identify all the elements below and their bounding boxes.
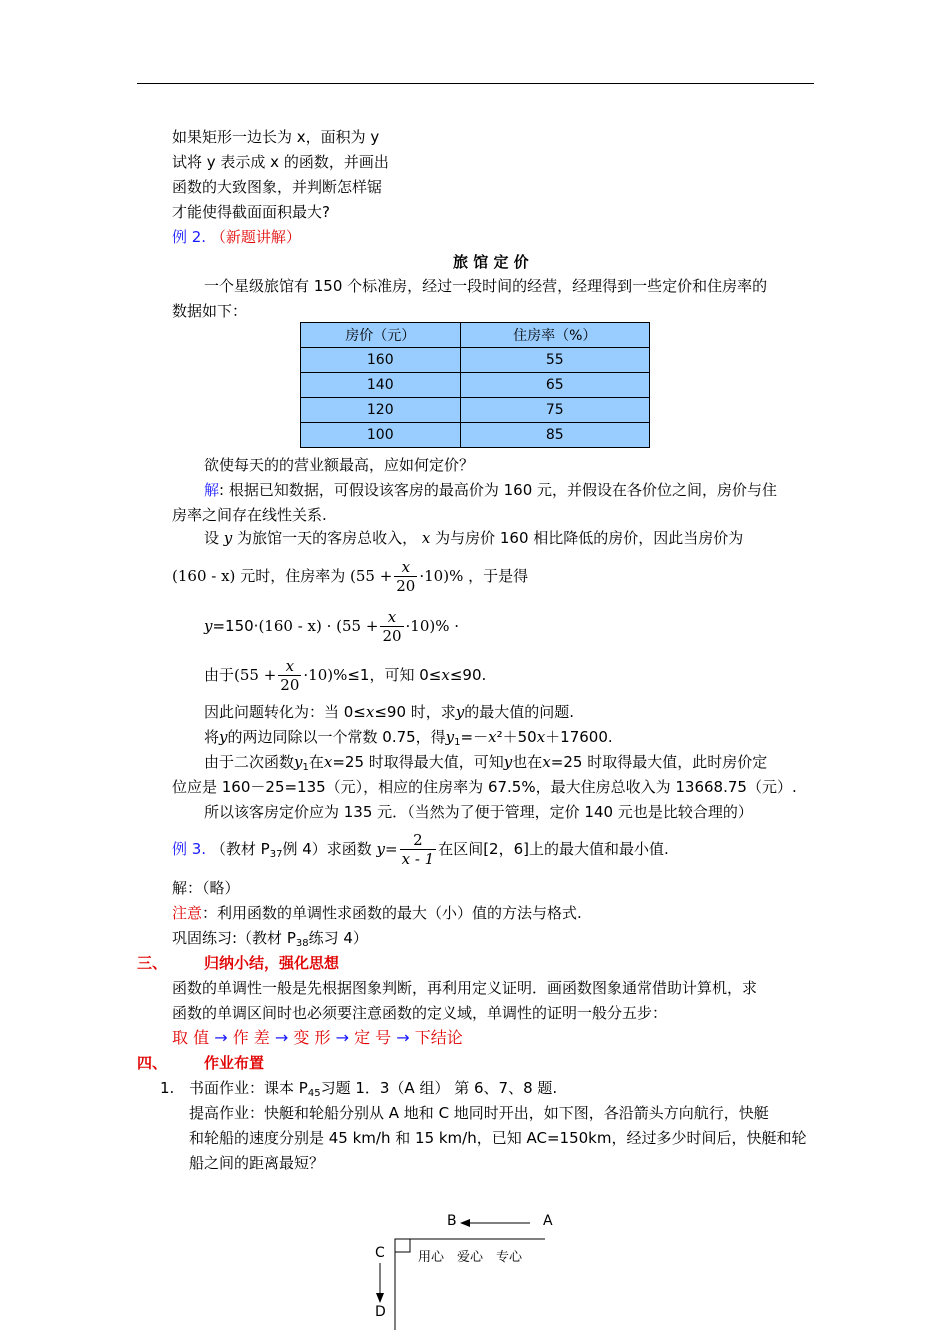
price-expr: (160 - x) <box>172 567 236 585</box>
range-text-2: ≤1，可知 0≤ <box>347 666 442 684</box>
label-a: A <box>543 1213 553 1229</box>
intro-line-4: 才能使得截面面积最大? <box>172 203 330 221</box>
solution-line-2: 房率之间存在线性关系. <box>172 506 327 524</box>
setup-text-2: 为旅馆一天的客房总收入， <box>237 529 418 547</box>
table-row <box>301 398 650 423</box>
example3-line <box>172 829 669 875</box>
example3-text-1: （教材 P <box>210 840 270 858</box>
step-4: 定 号 <box>354 1028 392 1047</box>
quadratic-line-1 <box>204 752 767 778</box>
eq-y: y <box>204 617 213 635</box>
practice-text-2: 练习 4） <box>308 929 368 947</box>
divide-line <box>204 727 613 753</box>
example3-sub: 37 <box>269 849 283 860</box>
advanced-line-2: 和轮船的速度分别是 45 km/h 和 15 km/h，已知 AC=150km，经过多少时间后，快艇和轮 <box>189 1129 807 1147</box>
range-close: ·10)% <box>303 666 348 684</box>
advanced-line-3: 船之间的距离最短？ <box>189 1154 325 1172</box>
note-text: ：利用函数的单调性求函数的最大（小）值的方法与格式. <box>202 904 582 922</box>
advanced-line-1: 提高作业：快艇和轮船分别从 A 地和 C 地同时开出，如下图，各沿箭头方向航行，快艇 <box>189 1104 769 1122</box>
table-cell: 100 <box>301 423 461 448</box>
section3-num: 三、 <box>137 954 168 972</box>
quadratic-line-2: 位应是 160－25=135（元），相应的住房率为 67.5%，最大住房总收入为 13668.75（元）. <box>172 778 797 796</box>
range-text-1: 由于 <box>204 666 235 684</box>
example2-title: 旅 馆 定 价 <box>453 253 529 271</box>
table-cell: 75 <box>460 398 649 423</box>
table-cell: 85 <box>460 423 649 448</box>
setup-line <box>204 528 743 548</box>
section3-title: 归纳小结，强化思想 <box>204 954 340 972</box>
table-row <box>301 373 650 398</box>
arrowhead-down-icon <box>376 1293 384 1303</box>
q-text-2: 在 <box>308 753 324 771</box>
range-text-3: ≤90. <box>449 666 487 684</box>
intro-line-2: 试将 y 表示成 x 的函数，并画出 <box>172 153 389 171</box>
eq-mid: =150· <box>212 617 259 635</box>
label-c: C <box>375 1245 385 1261</box>
arrow-icon: → <box>396 1028 410 1047</box>
rate-close: ·10)% <box>419 567 464 585</box>
table-cell: 160 <box>301 348 461 373</box>
step-1: 取 值 <box>172 1028 210 1047</box>
rate-formula-line <box>172 556 528 596</box>
section4-title: 作业布置 <box>204 1054 265 1072</box>
div-y: y <box>219 728 228 746</box>
table-cell: 120 <box>301 398 461 423</box>
example2-tag: （新题讲解） <box>210 228 301 246</box>
div-x: x <box>488 728 497 746</box>
table-row <box>301 423 650 448</box>
div-sub: 1 <box>454 737 461 748</box>
div-x2: x <box>536 728 546 746</box>
fraction-x-over-20: $\frac{x}{20}$ <box>280 657 300 694</box>
q-text-4: 也在 <box>512 753 543 771</box>
homework-number: 1. <box>160 1079 175 1097</box>
table-header-price: 房价（元） <box>301 323 461 348</box>
proof-steps <box>172 1028 463 1048</box>
fraction-x-over-20: $\frac{x}{20}$ <box>382 608 402 645</box>
example3-y: y <box>376 840 386 858</box>
intro-line-3: 函数的大致图象，并判断怎样锯 <box>172 178 383 196</box>
example3-text-2: 例 4）求函数 <box>282 840 372 858</box>
table-cell: 140 <box>301 373 461 398</box>
homework-line <box>189 1078 557 1104</box>
example2-conclusion: 所以该客房定价应为 135 元．（当然为了便于管理，定价 140 元也是比较合理的） <box>204 803 753 821</box>
example2-label: 例 2. <box>172 228 207 246</box>
price-occupancy-table <box>300 322 650 448</box>
example3-note <box>172 903 582 923</box>
q-x: x <box>323 753 333 771</box>
practice-sub: 38 <box>295 938 309 949</box>
table-header-rate: 住房率（%） <box>460 323 649 348</box>
solution-label: 解 <box>204 481 220 499</box>
conv-text-1: 因此问题转化为：当 0≤ <box>204 703 366 721</box>
q-x2: x <box>542 753 551 771</box>
table-header-row <box>301 323 650 348</box>
range-x: x <box>441 666 450 684</box>
rate-open: (55 + <box>349 567 393 585</box>
boat-diagram <box>360 1205 560 1335</box>
note-label: 注意 <box>172 904 203 922</box>
right-angle-marker <box>395 1239 410 1252</box>
conv-text-2: ≤90 时，求 <box>374 703 456 721</box>
section4-num: 四、 <box>137 1054 168 1072</box>
example3-text-3: 在区间[2，6]上的最大值和最小值. <box>438 840 669 858</box>
q-text-1: 由于二次函数 <box>204 753 295 771</box>
q-sub: 1 <box>302 762 309 773</box>
solution-line-1 <box>204 480 777 500</box>
range-line <box>204 655 486 695</box>
step-3: 变 形 <box>293 1028 331 1047</box>
label-d: D <box>375 1304 386 1320</box>
var-y: y <box>223 529 233 547</box>
homework-text-2: 习题 1．3（A 组） 第 6、7、8 题. <box>320 1079 558 1097</box>
div-y1: y <box>445 728 455 746</box>
homework-text-1: 书面作业：课本 P <box>189 1079 308 1097</box>
arrow-icon: → <box>274 1028 289 1047</box>
arrowhead-left-icon <box>460 1219 470 1227</box>
solution-text: : 根据已知数据，可假设该客房的最高价为 160 元，并假设在各价位之间，房价与住 <box>219 481 778 499</box>
range-open: (55 + <box>234 666 277 684</box>
conv-y: y <box>455 703 465 721</box>
div-text-5: ＋17600. <box>545 728 613 746</box>
conversion-line <box>204 702 574 722</box>
intro-line-1: 如果矩形一边长为 x，面积为 y <box>172 128 380 146</box>
table-cell: 65 <box>460 373 649 398</box>
rate-text: 元时，住房率为 <box>240 567 346 585</box>
q-y: y <box>503 753 513 771</box>
var-x: x <box>421 529 431 547</box>
arrow-icon: → <box>214 1028 228 1047</box>
fraction-x-over-20: $\frac{x}{20}$ <box>396 558 416 595</box>
q-text-3: =25 时取得最大值，可知 <box>332 753 504 771</box>
revenue-equation <box>204 606 459 646</box>
label-b: B <box>447 1213 457 1229</box>
rate-text-2: ，于是得 <box>468 567 529 585</box>
eq-end: ·10)% · <box>405 617 460 635</box>
step-5: 下结论 <box>414 1028 463 1047</box>
example2-para-line-1: 一个星级旅馆有 150 个标准房，经过一段时间的经营，经理得到一些定价和住房率的 <box>204 277 768 295</box>
step-2: 作 差 <box>232 1028 270 1047</box>
div-text-2: 的两边同除以一个常数 0.75，得 <box>227 728 446 746</box>
div-text-4: ²＋50 <box>496 728 537 746</box>
eq-expr: (160 - x) · (55 + <box>258 617 379 635</box>
conv-text-3: 的最大值的问题. <box>464 703 575 721</box>
section3-para-1: 函数的单调性一般是先根据图象判断，再利用定义证明．画函数图象通常借助计算机，求 <box>172 979 758 997</box>
example2-question: 欲使每天的的营业额最高，应如何定价？ <box>204 456 475 474</box>
homework-sub: 45 <box>307 1088 321 1099</box>
table-row <box>301 348 650 373</box>
footer-caption: 用心 爱心 专心 <box>418 1250 523 1265</box>
example3-solution: 解：（略） <box>172 879 240 897</box>
fraction-2-over-x-minus-1: $\frac{2}{x - 1}$ <box>401 831 435 868</box>
example3-label: 例 3. <box>172 840 207 858</box>
table-cell: 55 <box>460 348 649 373</box>
setup-text-3: 为与房价 160 相比降低的房价，因此当房价为 <box>435 529 744 547</box>
header-rule <box>137 83 814 84</box>
conv-x: x <box>365 703 375 721</box>
div-text-1: 将 <box>204 728 220 746</box>
section3-para-2: 函数的单调区间时也必须要注意函数的定义域，单调性的证明一般分五步： <box>172 1004 668 1022</box>
div-text-3: =－ <box>460 728 489 746</box>
practice-text-1: 巩固练习:（教材 P <box>172 929 296 947</box>
q-text-5: =25 时取得最大值，此时房价定 <box>550 753 768 771</box>
practice-line <box>172 928 368 954</box>
arrow-icon: → <box>335 1028 349 1047</box>
setup-text-1: 设 <box>204 529 220 547</box>
example2-para-line-2: 数据如下： <box>172 302 248 320</box>
q-y1: y <box>294 753 303 771</box>
example2-heading <box>172 227 301 247</box>
example3-eq: = <box>385 840 398 858</box>
